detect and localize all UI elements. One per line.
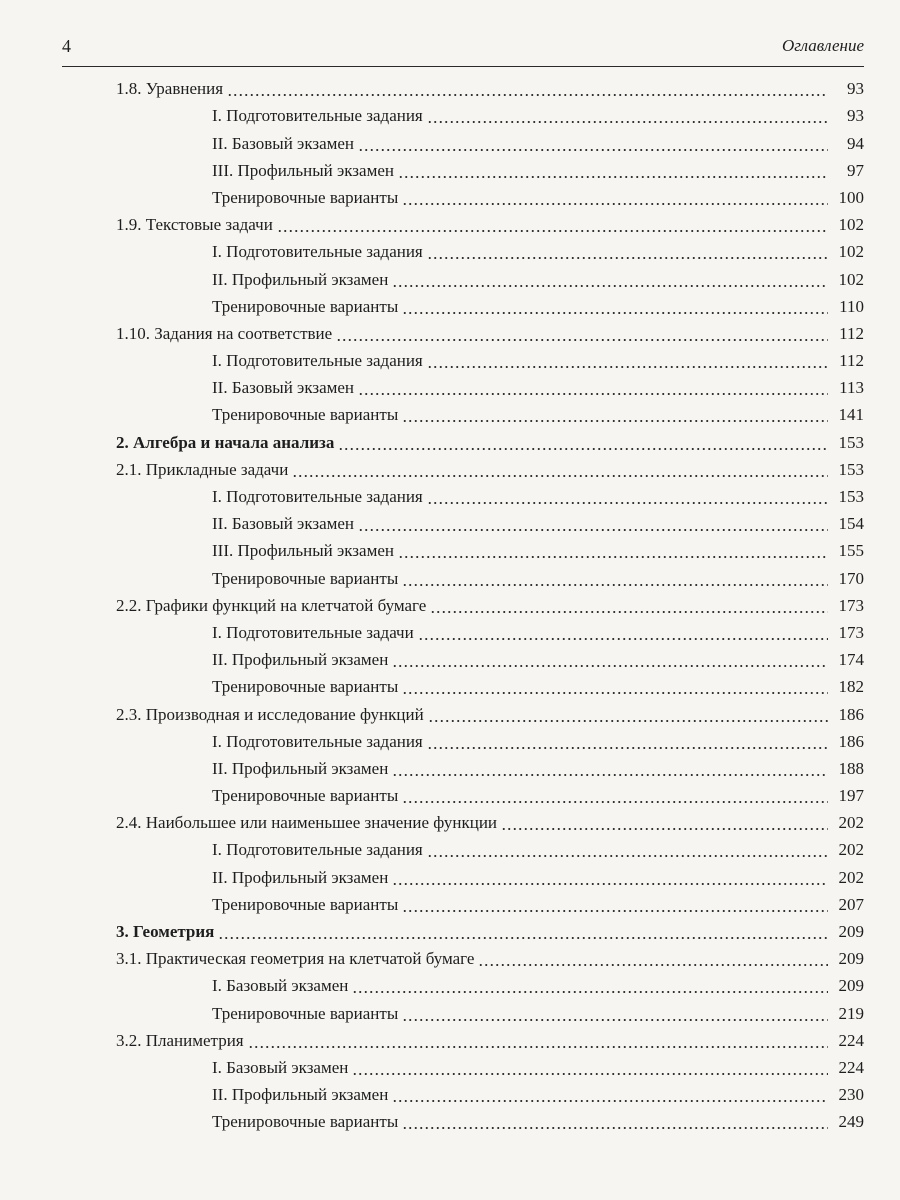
toc-entry-page-number: 173 bbox=[838, 595, 864, 615]
toc-section-entry bbox=[116, 453, 864, 480]
dot-leader bbox=[402, 785, 828, 805]
toc-subsection-entry bbox=[116, 833, 864, 860]
toc-section-entry bbox=[116, 208, 864, 235]
dot-leader bbox=[392, 649, 828, 669]
toc-entry-title: 1.10. Задания на соответствие bbox=[116, 323, 333, 343]
toc-entry-title: III. Профильный экзамен bbox=[212, 541, 394, 561]
toc-subsection-entry bbox=[116, 860, 864, 887]
toc-subsection-entry bbox=[116, 888, 864, 915]
dot-leader bbox=[358, 133, 828, 153]
toc-entry-title: Тренировочные варианты bbox=[212, 568, 399, 588]
toc-entry-page-number: 170 bbox=[838, 568, 864, 588]
toc-subsection-entry bbox=[116, 290, 864, 317]
toc-entry-title: Тренировочные варианты bbox=[212, 296, 399, 316]
dot-leader bbox=[398, 160, 828, 180]
toc-section-entry bbox=[116, 806, 864, 833]
dot-leader bbox=[358, 513, 828, 533]
dot-leader bbox=[427, 241, 828, 261]
toc-entry-title: II. Профильный экзамен bbox=[212, 758, 389, 778]
dot-leader bbox=[402, 187, 828, 207]
toc-entry-title: I. Подготовительные задания bbox=[212, 242, 423, 262]
toc-entry-title: Тренировочные варианты bbox=[212, 1003, 399, 1023]
toc-entry-title: II. Базовый экзамен bbox=[212, 378, 355, 398]
dot-leader bbox=[427, 350, 828, 370]
toc-entry-title: 2.4. Наибольшее или наименьшее значение функции bbox=[116, 813, 498, 833]
dot-leader bbox=[338, 432, 828, 452]
dot-leader bbox=[402, 404, 828, 424]
toc-entry-page-number: 188 bbox=[838, 758, 864, 778]
toc-subsection-entry bbox=[116, 371, 864, 398]
toc-entry-page-number: 209 bbox=[838, 949, 864, 969]
toc-entry-title: 3. Геометрия bbox=[116, 922, 215, 941]
toc-entry-title: 1.9. Текстовые задачи bbox=[116, 215, 273, 235]
dot-leader bbox=[352, 975, 828, 995]
toc-subsection-entry bbox=[116, 181, 864, 208]
dot-leader bbox=[402, 568, 828, 588]
toc-section-entry bbox=[116, 915, 864, 942]
dot-leader bbox=[392, 269, 828, 289]
toc-entry-page-number: 113 bbox=[839, 378, 864, 398]
toc-entry-page-number: 97 bbox=[847, 160, 864, 180]
toc-entry-page-number: 209 bbox=[838, 976, 864, 996]
toc-subsection-entry bbox=[116, 1051, 864, 1078]
dot-leader bbox=[218, 921, 828, 941]
toc-entry-page-number: 154 bbox=[838, 514, 864, 534]
toc-entry-page-number: 153 bbox=[838, 487, 864, 506]
toc-entry-title: I. Подготовительные задания bbox=[212, 106, 423, 126]
toc-entry-page-number: 112 bbox=[839, 323, 864, 343]
toc-section-entry bbox=[116, 425, 864, 452]
toc-entry-title: I. Подготовительные задачи bbox=[212, 622, 414, 642]
toc-entry-page-number: 141 bbox=[838, 405, 864, 425]
dot-leader bbox=[402, 1111, 828, 1131]
toc-entry-page-number: 155 bbox=[838, 541, 864, 561]
toc-entry-title: 3.2. Планиметрия bbox=[116, 1030, 244, 1050]
toc-entry-page-number: 173 bbox=[838, 622, 864, 642]
toc-subsection-entry bbox=[116, 154, 864, 181]
dot-leader bbox=[398, 540, 828, 560]
dot-leader bbox=[358, 377, 828, 397]
toc-entry-title: 2.3. Производная и исследование функций bbox=[116, 704, 424, 724]
dot-leader bbox=[277, 214, 828, 234]
toc-subsection-entry bbox=[116, 398, 864, 425]
toc-subsection-entry bbox=[116, 507, 864, 534]
toc-entry-title: 1.8. Уравнения bbox=[116, 79, 224, 99]
page-header bbox=[62, 36, 864, 64]
dot-leader bbox=[501, 812, 828, 832]
dot-leader bbox=[227, 78, 828, 98]
toc-entry-title: I. Базовый экзамен bbox=[212, 976, 349, 996]
toc-entry-page-number: 197 bbox=[838, 786, 864, 806]
toc-section-entry bbox=[116, 72, 864, 99]
dot-leader bbox=[392, 758, 828, 778]
toc-entry-page-number: 209 bbox=[838, 922, 864, 941]
toc-subsection-entry bbox=[116, 616, 864, 643]
toc-entry-title: Тренировочные варианты bbox=[212, 786, 399, 806]
dot-leader bbox=[427, 731, 828, 751]
toc-section-entry bbox=[116, 942, 864, 969]
toc-entry-page-number: 153 bbox=[838, 459, 864, 479]
toc-entry-title: II. Профильный экзамен bbox=[212, 867, 389, 887]
toc-section-entry bbox=[116, 1024, 864, 1051]
toc-subsection-entry bbox=[116, 99, 864, 126]
toc-entry-title: Тренировочные варианты bbox=[212, 187, 399, 207]
toc-entry-page-number: 102 bbox=[838, 269, 864, 289]
toc-subsection-entry bbox=[116, 561, 864, 588]
toc-entry-page-number: 153 bbox=[838, 432, 864, 452]
toc-entry-title: Тренировочные варианты bbox=[212, 677, 399, 697]
toc-subsection-entry bbox=[116, 1078, 864, 1105]
toc-subsection-entry bbox=[116, 996, 864, 1023]
header-rule bbox=[62, 66, 864, 67]
toc-subsection-entry bbox=[116, 126, 864, 153]
toc-entry-title: 2.2. Графики функций на клетчатой бумаге bbox=[116, 595, 427, 615]
dot-leader bbox=[248, 1030, 828, 1050]
toc-entry-page-number: 93 bbox=[847, 106, 864, 126]
toc-entry-title: I. Подготовительные задания bbox=[212, 487, 423, 506]
toc-entry-page-number: 110 bbox=[839, 296, 864, 316]
page-number: 4 bbox=[62, 36, 71, 56]
toc-entry-title: II. Профильный экзамен bbox=[212, 650, 389, 670]
toc-entry-title: Тренировочные варианты bbox=[212, 405, 399, 425]
dot-leader bbox=[427, 486, 828, 506]
toc-entry-title: III. Профильный экзамен bbox=[212, 160, 394, 180]
toc-entry-title: I. Подготовительные задания bbox=[212, 351, 423, 371]
toc-entry-page-number: 102 bbox=[838, 215, 864, 235]
toc-entry-title: I. Подготовительные задания bbox=[212, 731, 423, 751]
toc-entry-title: I. Подготовительные задания bbox=[212, 840, 423, 860]
dot-leader bbox=[418, 622, 828, 642]
toc-entry-title: 2.1. Прикладные задачи bbox=[116, 459, 289, 479]
toc-entry-title: II. Базовый экзамен bbox=[212, 514, 355, 534]
toc-entry-page-number: 224 bbox=[838, 1030, 864, 1050]
toc-subsection-entry bbox=[116, 1105, 864, 1132]
toc-entry-title: II. Базовый экзамен bbox=[212, 133, 355, 153]
toc-entry-page-number: 186 bbox=[838, 704, 864, 724]
dot-leader bbox=[478, 948, 828, 968]
toc-entry-page-number: 230 bbox=[838, 1085, 864, 1105]
dot-leader bbox=[402, 296, 828, 316]
dot-leader bbox=[402, 676, 828, 696]
toc-entry-page-number: 249 bbox=[838, 1112, 864, 1132]
toc-section-entry bbox=[116, 317, 864, 344]
toc-entry-page-number: 93 bbox=[847, 79, 864, 99]
toc-subsection-entry bbox=[116, 235, 864, 262]
toc-entry-title: Тренировочные варианты bbox=[212, 1112, 399, 1132]
toc-subsection-entry bbox=[116, 969, 864, 996]
dot-leader bbox=[427, 105, 828, 125]
toc-entry-title: 3.1. Практическая геометрия на клетчатой бумаге bbox=[116, 949, 475, 969]
toc-entry-page-number: 207 bbox=[838, 894, 864, 914]
dot-leader bbox=[427, 839, 828, 859]
toc-subsection-entry bbox=[116, 752, 864, 779]
toc-entry-title: II. Профильный экзамен bbox=[212, 1085, 389, 1105]
toc-section-entry bbox=[116, 697, 864, 724]
toc-entry-page-number: 102 bbox=[838, 242, 864, 262]
toc-entry-page-number: 186 bbox=[838, 731, 864, 751]
toc-subsection-entry bbox=[116, 670, 864, 697]
toc-entry-title: 2. Алгебра и начала анализа bbox=[116, 432, 335, 452]
dot-leader bbox=[392, 867, 828, 887]
dot-leader bbox=[430, 595, 828, 615]
toc-entry-page-number: 219 bbox=[838, 1003, 864, 1023]
toc-subsection-entry bbox=[116, 725, 864, 752]
toc-entry-page-number: 202 bbox=[838, 840, 864, 860]
toc-subsection-entry bbox=[116, 344, 864, 371]
toc-entry-title: Тренировочные варианты bbox=[212, 894, 399, 914]
dot-leader bbox=[352, 1057, 828, 1077]
toc-subsection-entry bbox=[116, 643, 864, 670]
toc-entry-title: II. Профильный экзамен bbox=[212, 269, 389, 289]
running-title: Оглавление bbox=[781, 36, 864, 55]
toc-entry-page-number: 224 bbox=[838, 1057, 864, 1077]
toc-entry-page-number: 202 bbox=[838, 867, 864, 887]
dot-leader bbox=[392, 1084, 828, 1104]
toc-subsection-entry bbox=[116, 779, 864, 806]
dot-leader bbox=[402, 1003, 828, 1023]
table-of-contents bbox=[116, 72, 864, 1132]
toc-subsection-entry bbox=[116, 480, 864, 507]
toc-subsection-entry bbox=[116, 262, 864, 289]
toc-section-entry bbox=[116, 589, 864, 616]
toc-subsection-entry bbox=[116, 534, 864, 561]
toc-entry-page-number: 112 bbox=[839, 351, 864, 371]
toc-entry-title: I. Базовый экзамен bbox=[212, 1057, 349, 1077]
dot-leader bbox=[336, 323, 828, 343]
dot-leader bbox=[428, 704, 828, 724]
dot-leader bbox=[292, 459, 828, 479]
toc-entry-page-number: 100 bbox=[838, 187, 864, 207]
toc-entry-page-number: 202 bbox=[838, 813, 864, 833]
toc-entry-page-number: 182 bbox=[838, 677, 864, 697]
dot-leader bbox=[402, 894, 828, 914]
toc-entry-page-number: 94 bbox=[847, 133, 864, 153]
toc-entry-page-number: 174 bbox=[838, 650, 864, 670]
